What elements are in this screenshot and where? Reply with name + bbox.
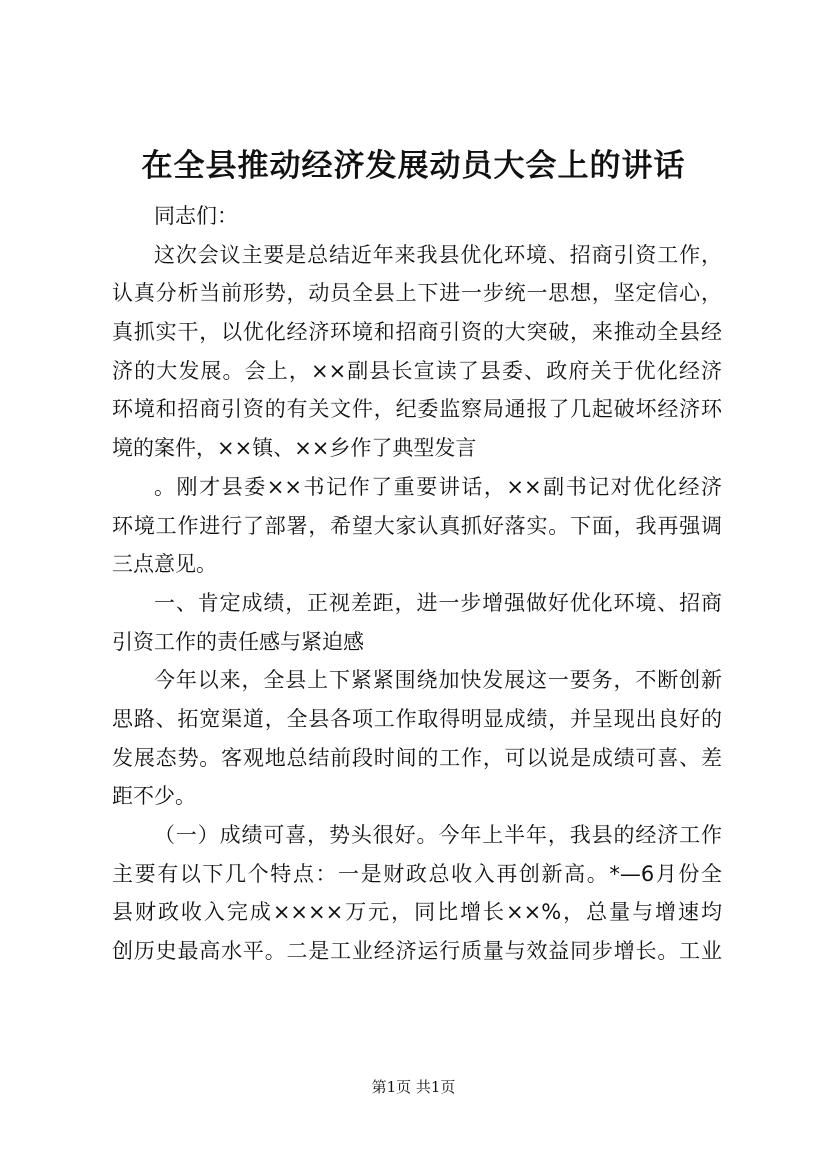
section-heading-line: 一、肯定成绩，正视差距，进一步增强做好优化环境、招商 <box>154 590 722 615</box>
paragraph-line: 三点意见。 <box>112 552 217 577</box>
paragraph-line: 创历史最高水平。二是工业经济运行质量与效益同步增长。工业 <box>112 939 722 964</box>
paragraph-line: 环境工作进行了部署，希望大家认真抓好落实。下面，我再强调 <box>112 513 722 538</box>
paragraph-line: 今年以来，全县上下紧紧围绕加快发展这一要务，不断创新 <box>154 668 722 693</box>
paragraph-line: 主要有以下几个特点：一是财政总收入再创新高。*—6月份全 <box>112 861 722 886</box>
paragraph-line: 。刚才县委××书记作了重要讲话，××副书记对优化经济 <box>154 474 722 499</box>
document-body <box>112 197 722 971</box>
paragraph-line: 济的大发展。会上，××副县长宣读了县委、政府关于优化经济 <box>112 358 722 383</box>
paragraph-line: 县财政收入完成××××万元，同比增长××%，总量与增速均 <box>112 900 722 925</box>
paragraph-line: 境的案件，××镇、××乡作了典型发言 <box>112 436 477 461</box>
paragraph-line: 思路、拓宽渠道，全县各项工作取得明显成绩，并呈现出良好的 <box>112 706 722 731</box>
section-heading-line: 引资工作的责任感与紧迫感 <box>112 629 364 654</box>
paragraph-line: 真抓实干，以优化经济环境和招商引资的大突破，来推动全县经 <box>112 320 722 345</box>
paragraph-line: 发展态势。客观地总结前段时间的工作，可以说是成绩可喜、差 <box>112 745 722 770</box>
paragraph-line: 环境和招商引资的有关文件，纪委监察局通报了几起破坏经济环 <box>112 397 722 422</box>
paragraph-line: 认真分析当前形势，动员全县上下进一步统一思想，坚定信心， <box>112 281 722 306</box>
salutation-line: 同志们： <box>154 204 238 228</box>
paragraph-line: （一）成绩可喜，势头很好。今年上半年，我县的经济工作 <box>154 823 722 847</box>
paragraph-line: 距不少。 <box>112 784 196 809</box>
paragraph-line: 这次会议主要是总结近年来我县优化环境、招商引资工作， <box>154 242 722 267</box>
page-footer: 第1页 共1页 <box>371 1078 456 1096</box>
document-title: 在全县推动经济发展动员大会上的讲话 <box>141 148 686 184</box>
